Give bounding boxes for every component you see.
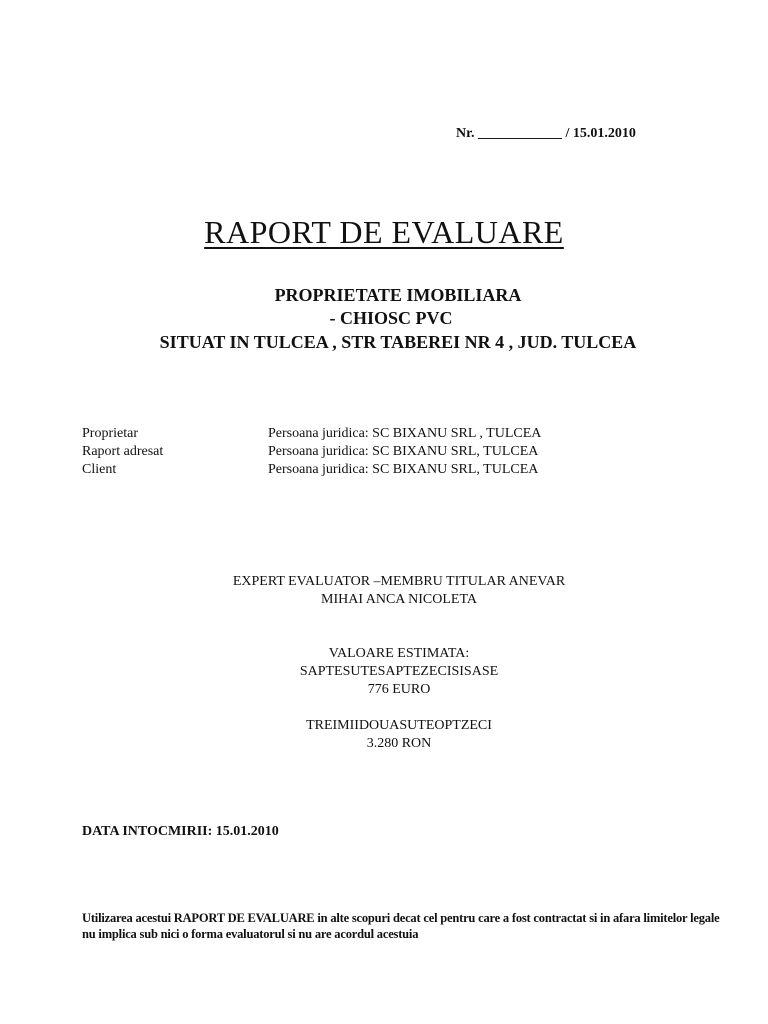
subtitle-property-kind: - CHIOSC PVC [329, 308, 453, 328]
valuation-amount-euro: 776 EURO [367, 682, 431, 697]
valuation-words-ron: TREIMIIDOUASUTEOPTZECI [306, 718, 492, 733]
expert-title: EXPERT EVALUATOR –MEMBRU TITULAR ANEVAR [232, 574, 566, 589]
party-value-owner: Persoana juridica: SC BIXANU SRL , TULCEA [268, 426, 542, 441]
subtitle-property-type: PROPRIETATE IMOBILIARA [274, 285, 522, 305]
party-value-client: Persoana juridica: SC BIXANU SRL, TULCEA [268, 462, 539, 477]
page-title: RAPORT DE EVALUARE [204, 214, 564, 250]
disclaimer-text: Utilizarea acestui RAPORT DE EVALUARE in alte scopuri decat cel pentru care a fost contractat si in afara limitelor legale nu implica sub nici o forma evaluatorul si nu are acordul acestuia [82, 911, 720, 941]
party-value-addressed: Persoana juridica: SC BIXANU SRL, TULCEA [268, 444, 539, 459]
party-label-owner: Proprietar [82, 426, 138, 441]
report-number: Nr. ____________ / 15.01.2010 [456, 126, 636, 141]
expert-name: MIHAI ANCA NICOLETA [321, 592, 477, 607]
valuation-words-euro: SAPTESUTESAPTEZECISISASE [299, 664, 499, 679]
subtitle-property-address: SITUAT IN TULCEA , STR TABEREI NR 4 , JUD. TULCEA [159, 332, 637, 352]
valuation-amount-ron: 3.280 RON [366, 736, 432, 751]
valuation-heading: VALOARE ESTIMATA: [328, 646, 470, 661]
party-label-client: Client [82, 462, 117, 477]
report-date: DATA INTOCMIRII: 15.01.2010 [82, 824, 279, 839]
party-label-addressed: Raport adresat [82, 444, 164, 459]
